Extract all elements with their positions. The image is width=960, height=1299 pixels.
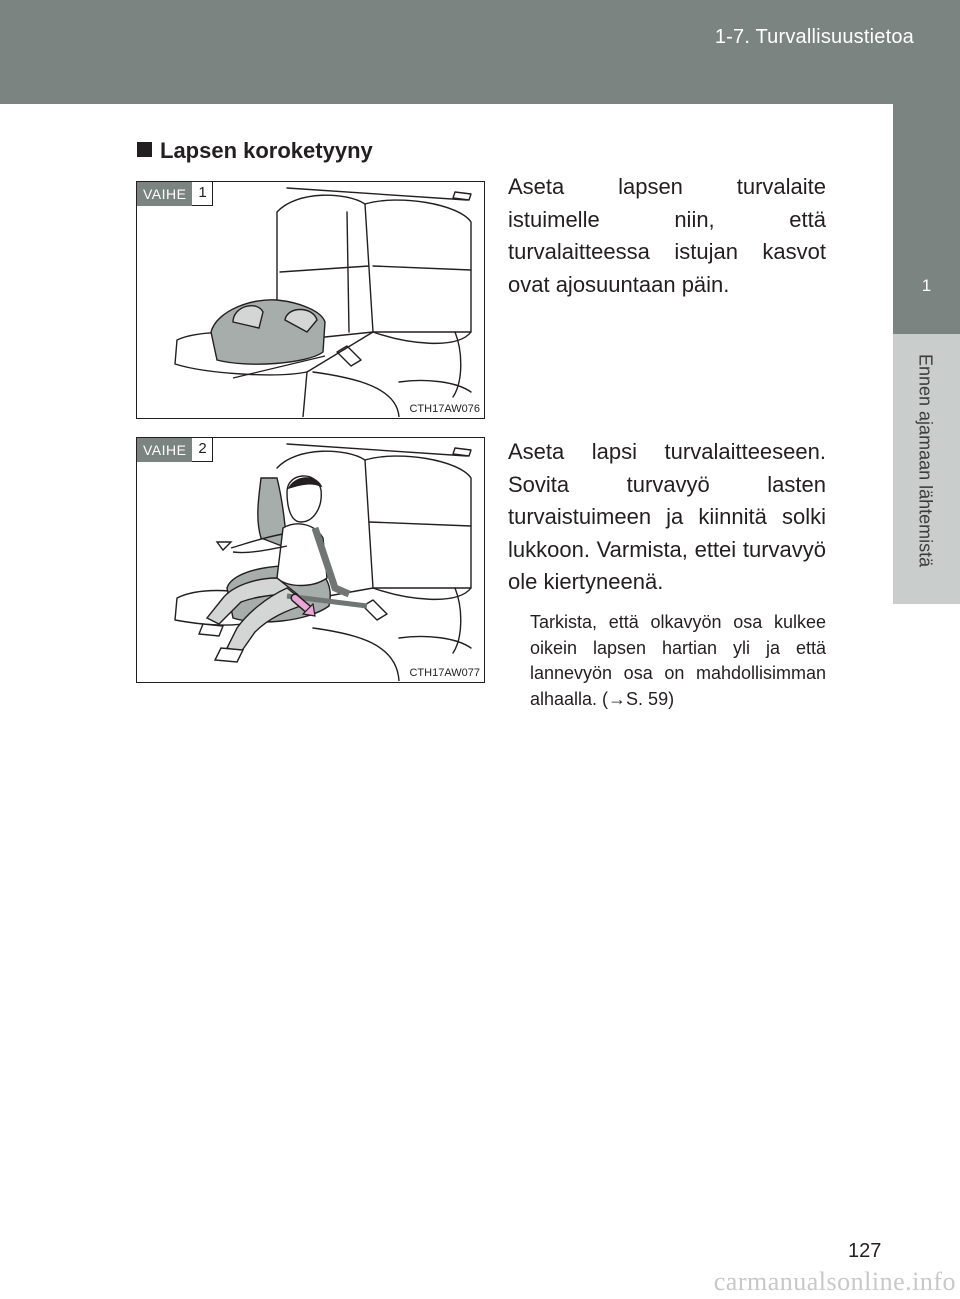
page-number: 127: [848, 1240, 882, 1262]
figure-code: CTH17AW077: [409, 667, 480, 679]
step-badge-number: 1: [192, 182, 213, 206]
child-on-booster-illustration: [137, 438, 483, 681]
watermark: carmanualsonline.info: [713, 1267, 956, 1296]
section-heading: [137, 138, 373, 164]
step-badge-label: VAIHE: [137, 182, 192, 206]
chapter-label: Ennen ajamaan lähtemistä: [915, 354, 936, 568]
step-2-text: Aseta lapsi turvalaitteeseen. Sovita turvavyö lasten turvaistuimeen ja kiinnitä solki lukkoon. Varmista, ettei turvavyö ole kiertyneenä.: [508, 439, 826, 594]
step-badge: [137, 182, 213, 206]
chapter-number: 1: [921, 276, 932, 295]
square-bullet-icon: [137, 142, 152, 157]
step-2-figure: [136, 437, 485, 683]
booster-seat-illustration: [137, 182, 483, 417]
step-badge: [137, 438, 213, 462]
chapter-tab: [893, 104, 960, 334]
step-badge-label: VAIHE: [137, 438, 192, 462]
figure-code: CTH17AW076: [409, 403, 480, 415]
section-title: Lapsen koroketyyny: [160, 138, 373, 163]
chapter-title: 1-7. Turvallisuustietoa: [714, 26, 914, 48]
page-header: [0, 0, 960, 104]
step-1-text: Aseta lapsen turvalaite istuimelle niin, että turvalaitteessa istujan kasvot ovat ajosuuntaan päin.: [508, 174, 826, 297]
step-badge-number: 2: [192, 438, 213, 462]
step-2-note: Tarkista, että olkavyön osa kulkee oikein lapsen hartian yli ja että lannevyön osa on mahdollisimman alhaalla. (→S. 59): [530, 612, 826, 709]
chapter-strip: [893, 334, 960, 604]
step-1-figure: [136, 181, 485, 419]
